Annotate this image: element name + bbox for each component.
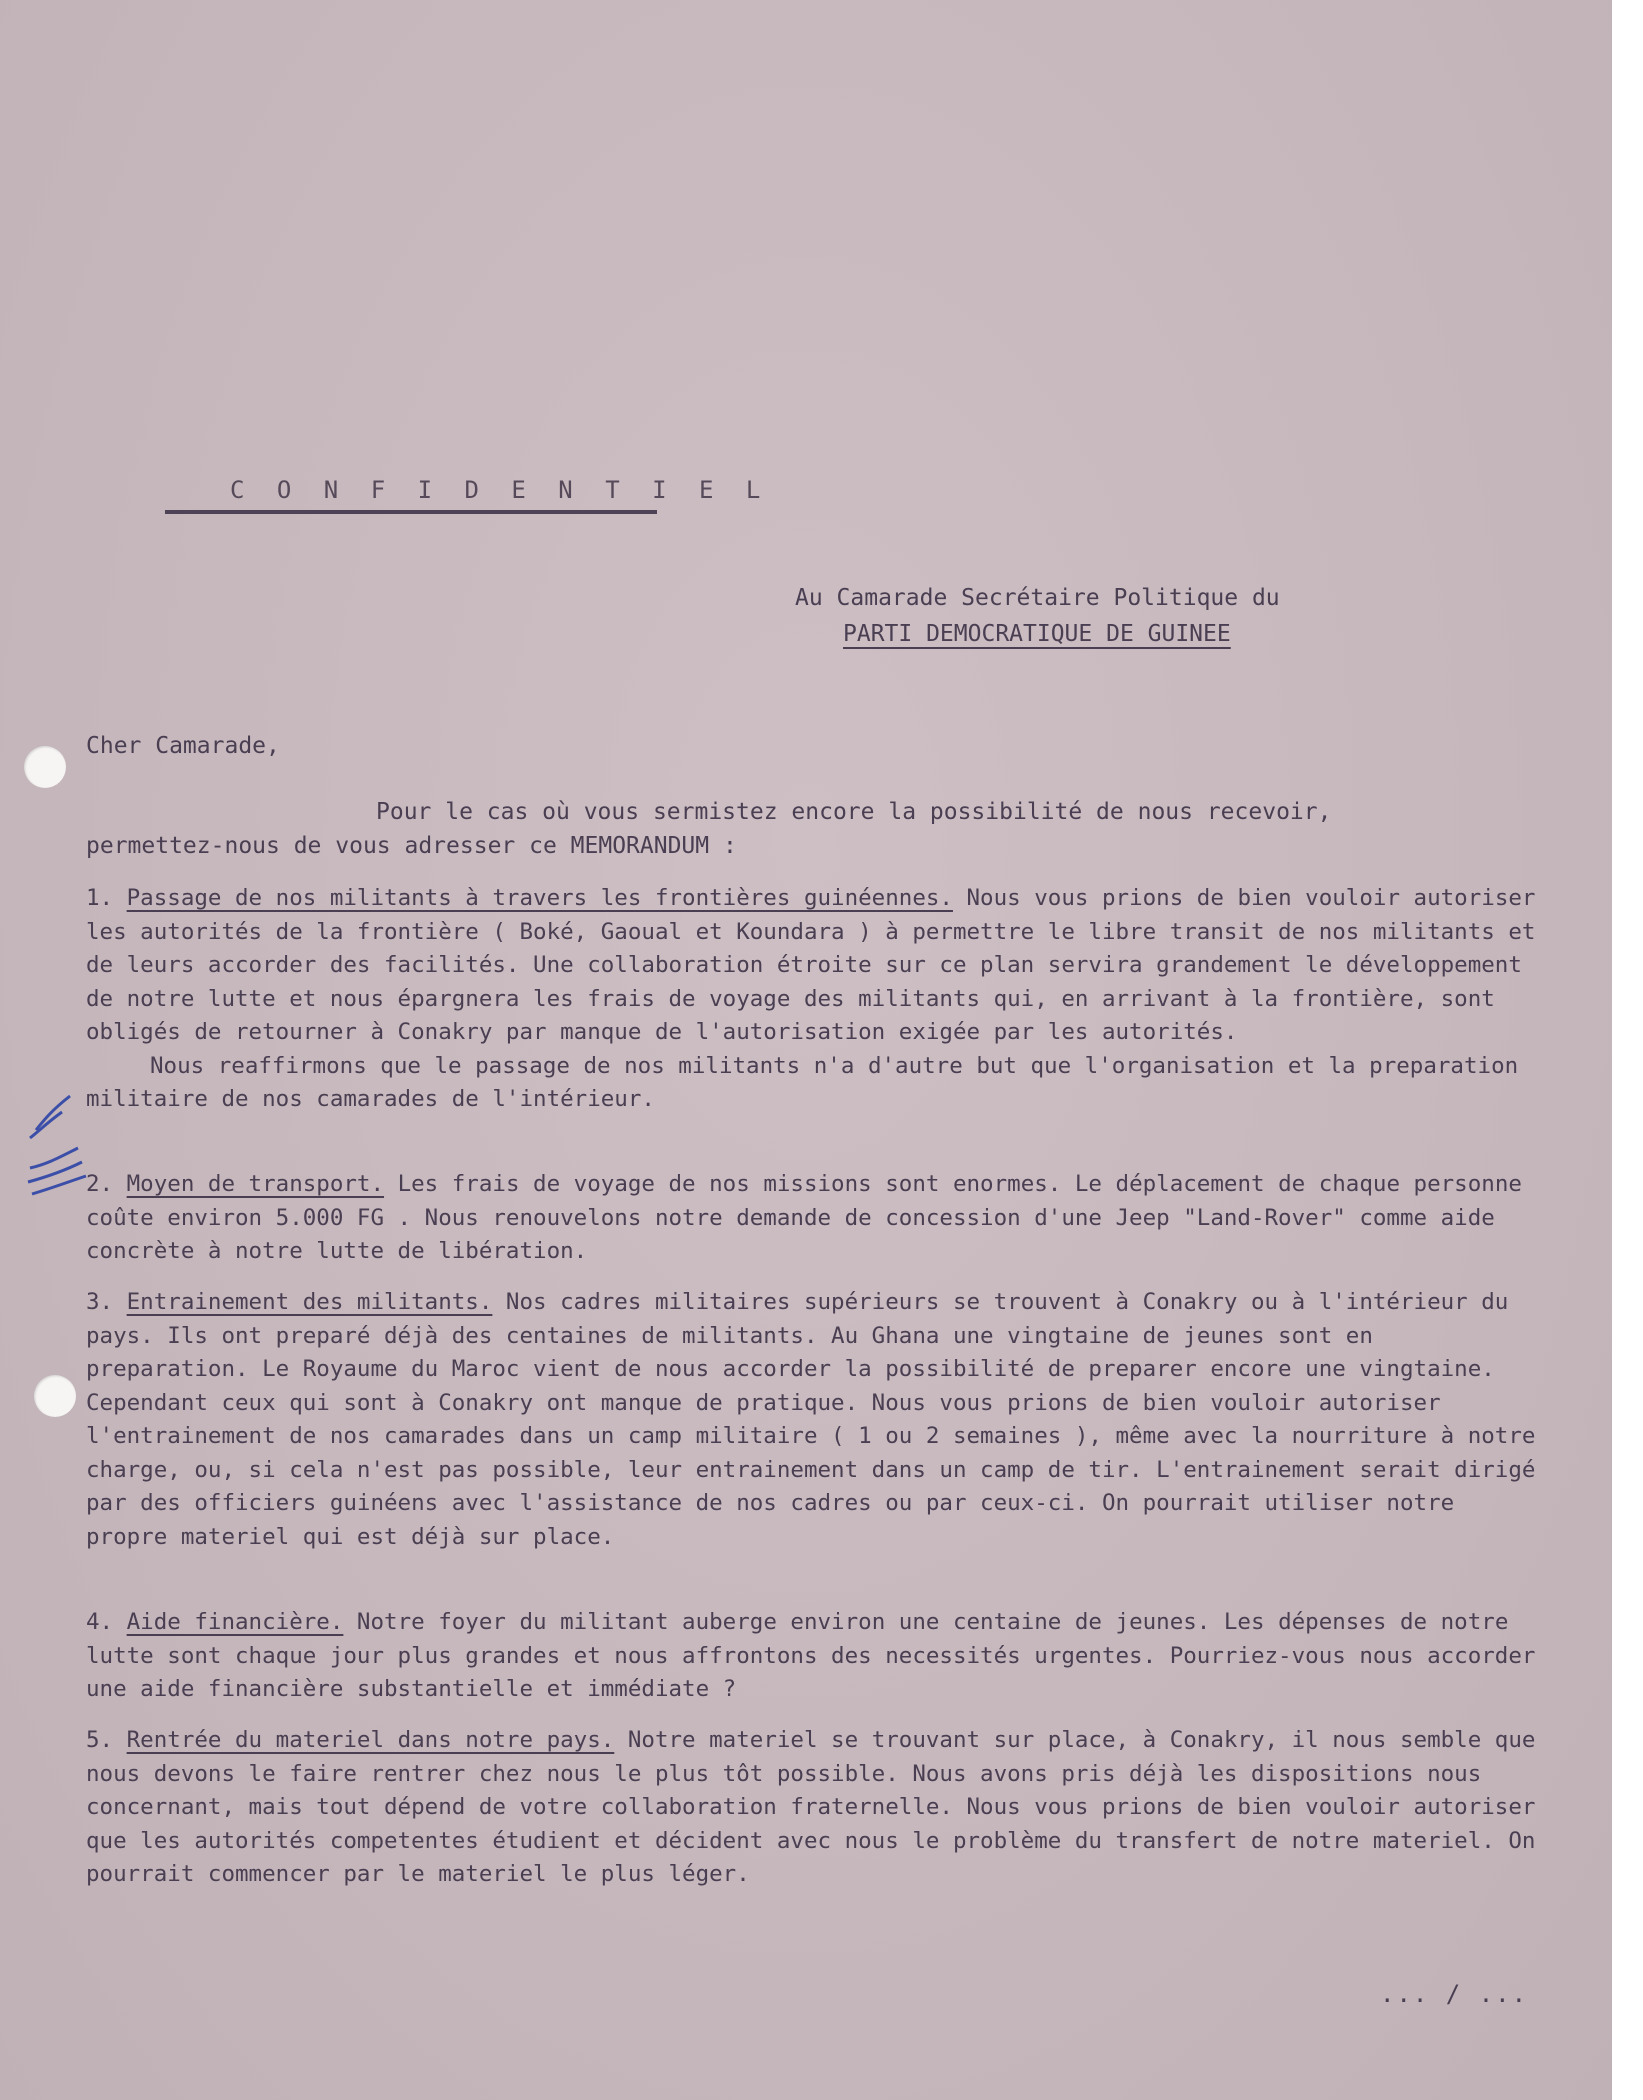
punch-hole-bottom: [34, 1375, 76, 1417]
point-heading: Aide financière.: [126, 1609, 344, 1635]
point-body: Les frais de voyage de nos missions sont enormes. Le déplacement de chaque personne coûte environ 5.000 FG . Nous renouvelons notre demande de concession d'une Jeep "Land-Rover" comme aide concrète à notre lutte de libération.: [86, 1171, 1522, 1264]
point-number: 5.: [86, 1727, 114, 1753]
pen-annotation-marks: [22, 1090, 92, 1210]
point-heading: Rentrée du materiel dans notre pays.: [126, 1727, 615, 1753]
point-4: [86, 1606, 1536, 1707]
point-heading: Passage de nos militants à travers les frontières guinéennes.: [126, 885, 953, 911]
point-body: Nos cadres militaires supérieurs se trouvent à Conakry ou à l'intérieur du pays. Ils ont preparé déjà des centaines de militants. Au Ghana une vingtaine de jeunes sont en preparation. Le Royaume du Maroc vient de nous accorder la possibilité de preparer encore une vingtaine. Cependant ceux qui sont à Conakry ont manque de pratique. Nous vous prions de bien vouloir autoriser l'entrainement de nos camarades dans un camp militaire ( 1 ou 2 semaines ), même avec la nourriture à notre charge, ou, si cela n'est pas possible, leur entrainement dans un camp de tir. L'entrainement serait dirigé par des officiers guinéens avec l'assistance de nos cadres ou par ceux-ci. On pourrait utiliser notre propre materiel qui est déjà sur place.: [86, 1289, 1536, 1550]
recipient-address: [795, 580, 1280, 652]
point-number: 3.: [86, 1289, 114, 1315]
intro-line-2: permettez-nous de vous adresser ce MEMORANDUM :: [86, 833, 737, 859]
point-body-continued: Nous reaffirmons que le passage de nos militants n'a d'autre but que l'organisation et la preparation militaire de nos camarades de l'intérieur.: [86, 1052, 1519, 1112]
point-body: Notre foyer du militant auberge environ une centaine de jeunes. Les dépenses de notre lutte sont chaque jour plus grandes et nous affrontons des necessités urgentes. Pourriez-vous nous accorder une aide financière substantielle et immédiate ?: [86, 1609, 1536, 1702]
classification-underline: [165, 510, 657, 514]
point-number: 2.: [86, 1171, 114, 1197]
point-heading: Entrainement des militants.: [126, 1289, 493, 1315]
classification-label: C O N F I D E N T I E L: [230, 476, 770, 504]
recipient-line-2: PARTI DEMOCRATIQUE DE GUINEE: [843, 621, 1231, 647]
intro-line-1: Pour le cas où vous sermistez encore la possibilité de nous recevoir,: [376, 799, 1332, 825]
punch-hole-top: [24, 746, 66, 788]
point-body: Notre materiel se trouvant sur place, à Conakry, il nous semble que nous devons le faire rentrer chez nous le plus tôt possible. Nous avons pris déjà les dispositions nous concernant, mais tout dépend de votre collaboration fraternelle. Nous vous prions de bien vouloir autoriser que les autorités competentes étudient et décident avec nous le problème du transfert de notre materiel. On pourrait commencer par le materiel le plus léger.: [86, 1727, 1536, 1887]
continuation-marker: ... / ...: [1380, 1980, 1529, 2008]
page-edge: [1612, 0, 1643, 2100]
point-number: 1.: [86, 885, 114, 911]
point-number: 4.: [86, 1609, 114, 1635]
point-1: [86, 882, 1536, 1117]
point-5: [86, 1724, 1536, 1892]
recipient-line-1: Au Camarade Secrétaire Politique du: [795, 585, 1280, 611]
point-2: [86, 1168, 1536, 1269]
point-heading: Moyen de transport.: [126, 1171, 385, 1197]
intro-paragraph: [86, 795, 1526, 863]
point-body: Nous vous prions de bien vouloir autoriser les autorités de la frontière ( Boké, Gaoual et Koundara ) à permettre le libre transit de nos militants et de leurs accorder des facilités. Une collaboration étroite sur ce plan servira grandement le développement de notre lutte et nous épargnera les frais de voyage des militants qui, en arrivant à la frontière, sont obligés de retourner à Conakry par manque de l'autorisation exigée par les autorités.: [86, 885, 1536, 1045]
point-3: [86, 1286, 1536, 1554]
salutation: Cher Camarade,: [86, 733, 280, 759]
